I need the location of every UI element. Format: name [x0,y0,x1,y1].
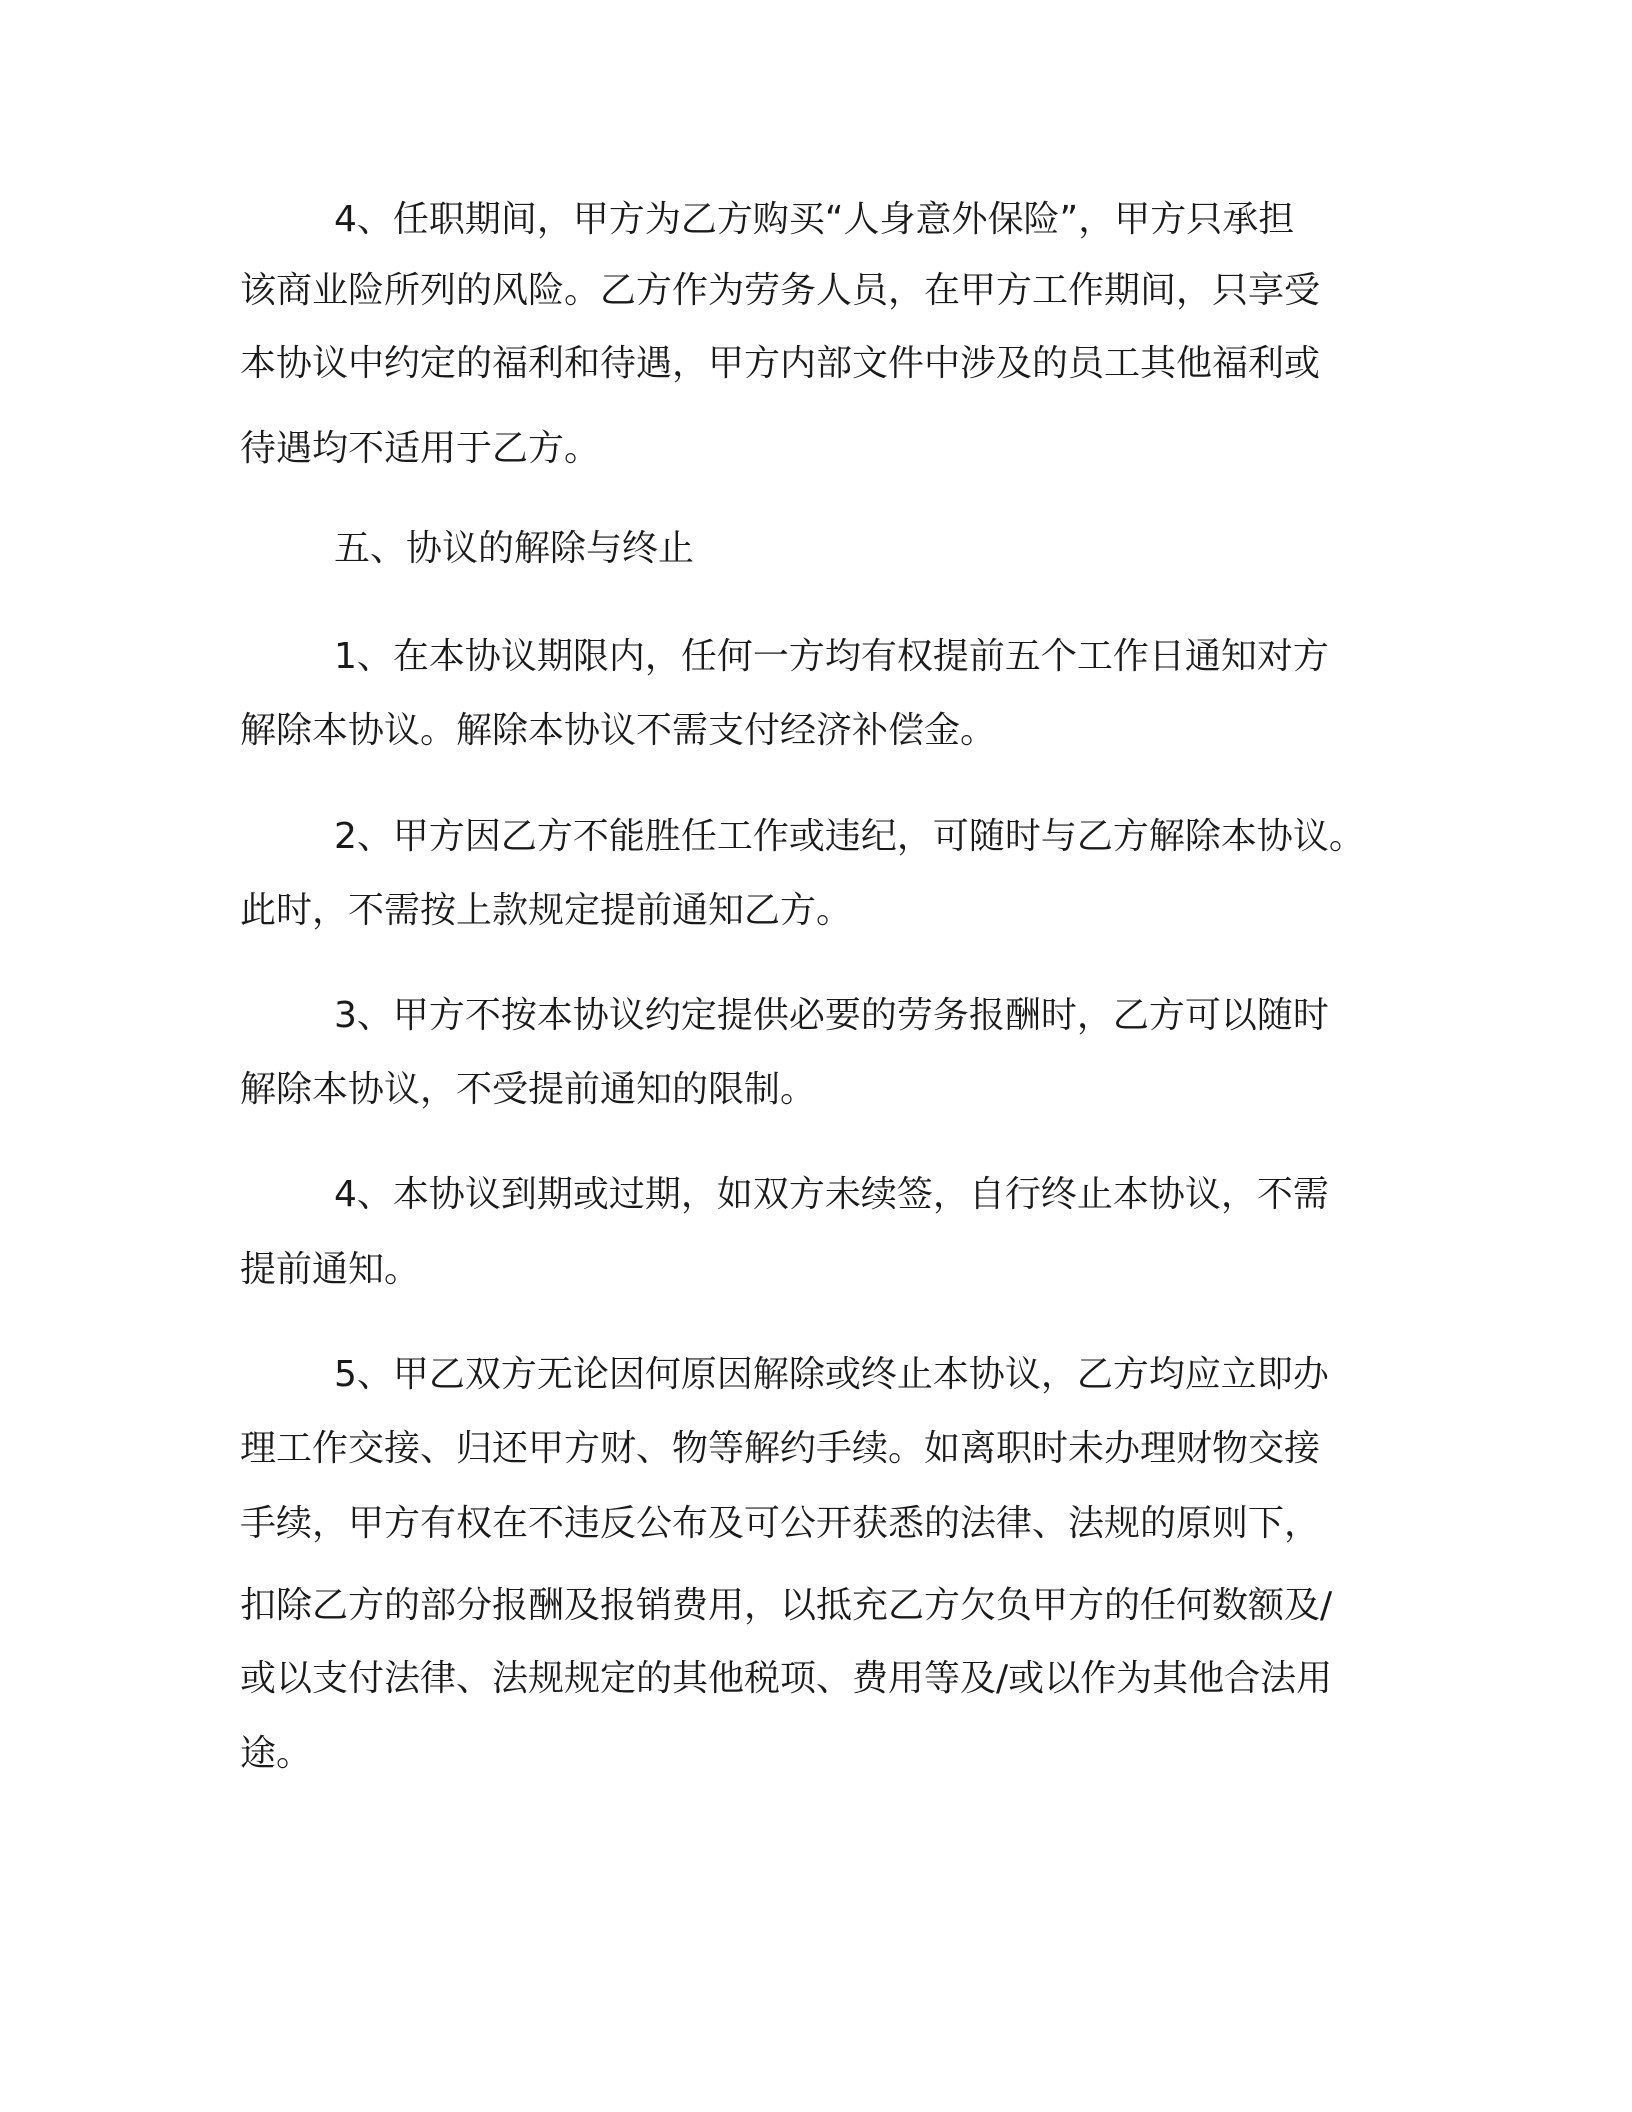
document-page [240,0,1375,2112]
text-line: 此时，不需按上款规定提前通知乙方。 [240,890,853,931]
text-line: 该商业险所列的风险。乙方作为劳务人员，在甲方工作期间，只享受 [240,270,1321,311]
text-line: 待遇均不适用于乙方。 [240,428,601,469]
text-line: 1、在本协议期限内，任何一方均有权提前五个工作日通知对方 [334,636,1329,677]
text-line: 4、任职期间，甲方为乙方购买“人身意外保险”，甲方只承担 [334,199,1295,240]
section-heading: 五、协议的解除与终止 [334,528,695,569]
text-line: 手续，甲方有权在不违反公布及可公开获悉的法律、法规的原则下， [240,1503,1321,1544]
text-line: 理工作交接、归还甲方财、物等解约手续。如离职时未办理财物交接 [240,1428,1321,1469]
text-line: 5、甲乙双方无论因何原因解除或终止本协议，乙方均应立即办 [334,1354,1329,1395]
text-line: 提前通知。 [240,1249,421,1290]
text-line: 解除本协议，不受提前通知的限制。 [240,1069,817,1110]
text-line: 解除本协议。解除本协议不需支付经济补偿金。 [240,710,997,751]
text-line: 扣除乙方的部分报酬及报销费用，以抵充乙方欠负甲方的任何数额及/ [240,1585,1333,1626]
text-line: 4、本协议到期或过期，如双方未续签，自行终止本协议，不需 [334,1174,1329,1215]
text-line: 本协议中约定的福利和待遇，甲方内部文件中涉及的员工其他福利或 [240,343,1321,384]
text-line: 3、甲方不按本协议约定提供必要的劳务报酬时，乙方可以随时 [334,995,1329,1036]
text-line: 或以支付法律、法规规定的其他税项、费用等及/或以作为其他合法用 [240,1658,1333,1699]
text-line: 途。 [240,1733,313,1774]
text-line: 2、甲方因乙方不能胜任工作或违纪，可随时与乙方解除本协议。 [334,816,1365,857]
